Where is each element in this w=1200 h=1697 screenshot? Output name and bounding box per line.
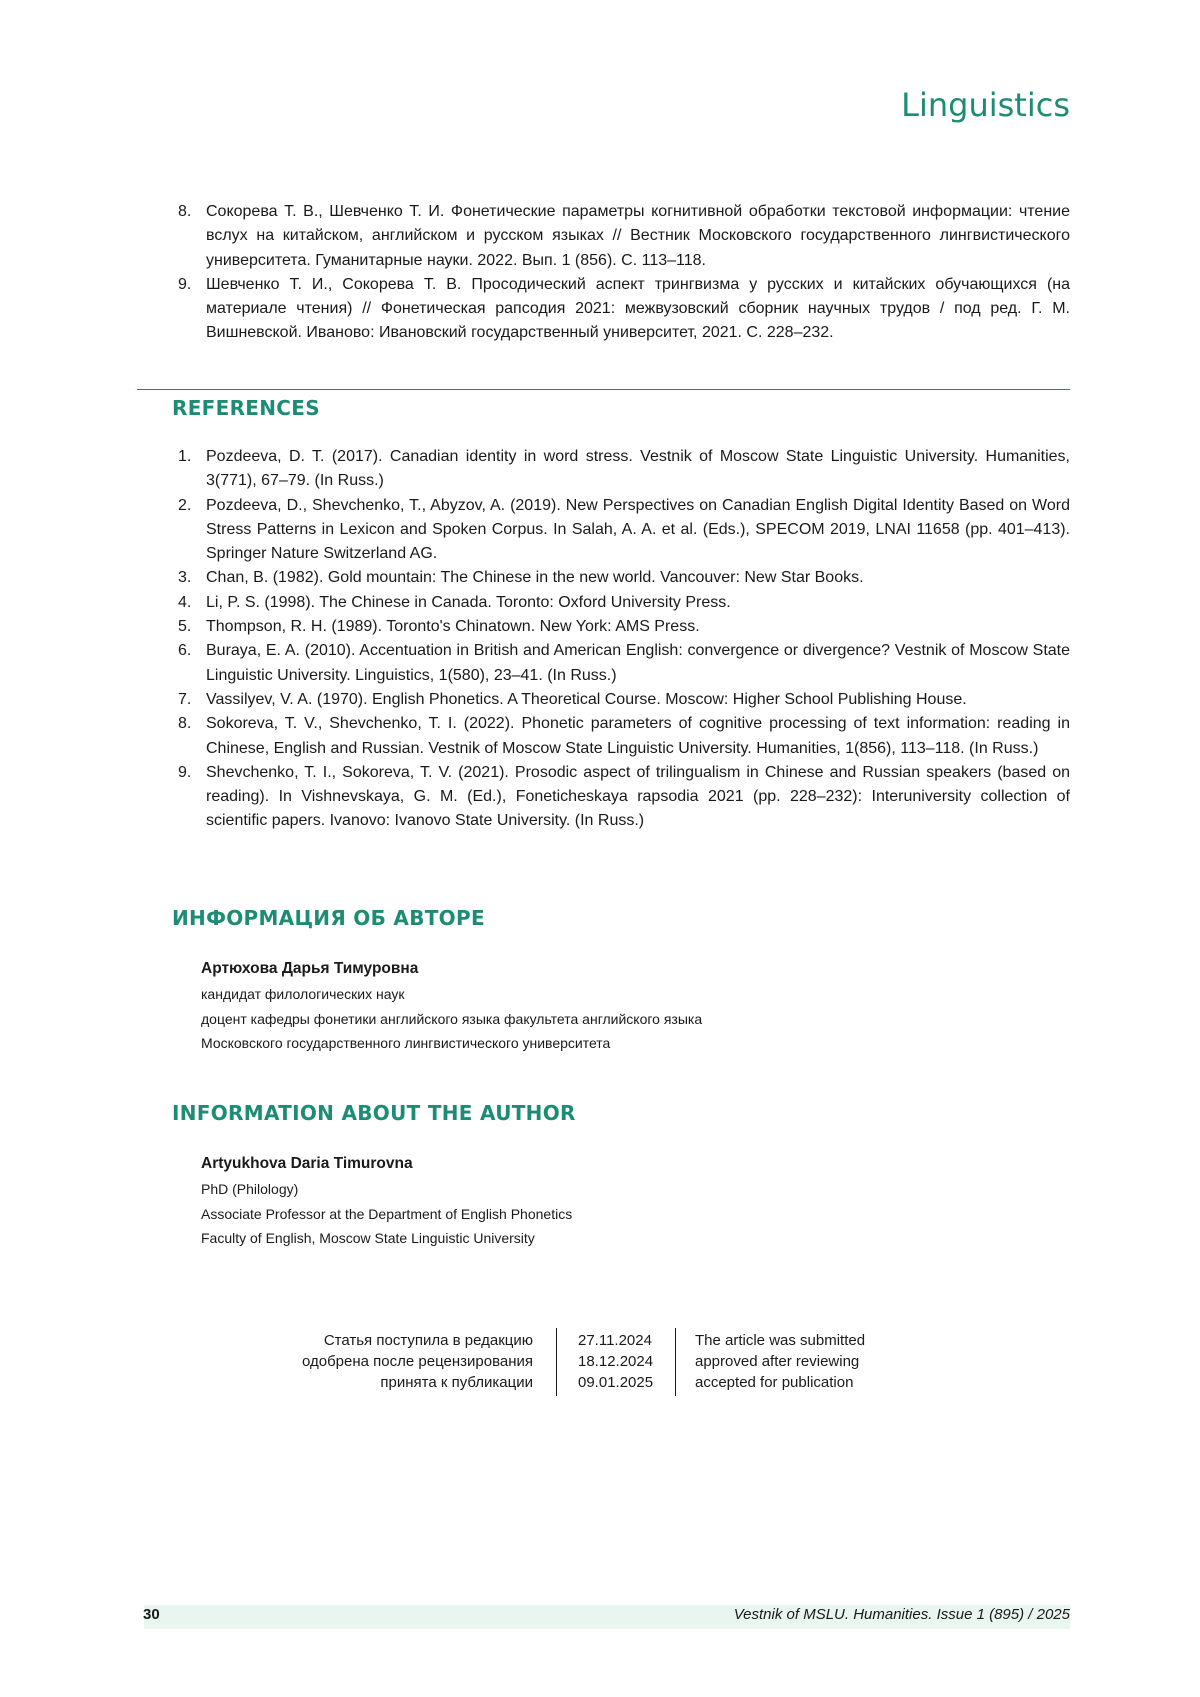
author-degree-ru: кандидат филологических наук bbox=[201, 982, 1001, 1007]
reference-number: 1. bbox=[178, 445, 191, 469]
author-degree-en: PhD (Philology) bbox=[201, 1177, 1001, 1202]
reference-text: Sokoreva, T. V., Shevchenko, T. I. (2022). Phonetic parameters of cognitive processing of text information: reading in Chinese, English and Russian. Vestnik of Moscow State Linguistic University. Humanities, 1(856), 113–118. (In Russ.) bbox=[206, 715, 1070, 756]
reference-number: 9. bbox=[178, 273, 191, 297]
reference-text: Шевченко Т. И., Сокорева Т. В. Просодический аспект трингвизма у русских и китайских обучающихся (на материале чтения) // Фонетическая рапсодия 2021: межвузовский сборник научных трудов / под ред. Г. М. Вишневской. Иваново: Ивановский государственный университет, 2021. С. 228–232. bbox=[206, 276, 1070, 342]
author-affiliation-en: Faculty of English, Moscow State Linguistic University bbox=[201, 1226, 1001, 1251]
date-label-en: accepted for publication bbox=[695, 1372, 865, 1393]
reference-number: 8. bbox=[178, 712, 191, 736]
dates-divider-right bbox=[675, 1328, 676, 1396]
section-title: Linguistics bbox=[901, 86, 1070, 124]
dates-en-labels bbox=[695, 1330, 865, 1393]
author-info-en-heading: INFORMATION ABOUT THE AUTHOR bbox=[172, 1101, 576, 1125]
reference-number: 2. bbox=[178, 494, 191, 518]
dates-values bbox=[578, 1330, 653, 1393]
reference-item bbox=[178, 273, 1070, 346]
reference-text: Vassilyev, V. A. (1970). English Phonetics. A Theoretical Course. Moscow: Higher School Publishing House. bbox=[206, 691, 967, 708]
author-position-en: Associate Professor at the Department of English Phonetics bbox=[201, 1202, 1001, 1227]
dates-divider-left bbox=[556, 1328, 557, 1396]
dates-ru-labels bbox=[302, 1330, 533, 1393]
russian-reference-list bbox=[178, 200, 1070, 346]
date-label-en: approved after reviewing bbox=[695, 1351, 865, 1372]
section-divider bbox=[137, 389, 1070, 390]
reference-item bbox=[178, 761, 1070, 834]
author-name-ru: Артюхова Дарья Тимуровна bbox=[201, 956, 1001, 982]
author-info-ru bbox=[201, 956, 1001, 1056]
reference-item bbox=[178, 712, 1070, 761]
reference-number: 6. bbox=[178, 639, 191, 663]
author-position-ru: доцент кафедры фонетики английского языка факультета английского языка bbox=[201, 1007, 1001, 1032]
reference-text: Chan, B. (1982). Gold mountain: The Chinese in the new world. Vancouver: New Star Books. bbox=[206, 569, 864, 586]
page-number: 30 bbox=[143, 1606, 160, 1623]
author-info-ru-heading: ИНФОРМАЦИЯ ОБ АВТОРЕ bbox=[172, 906, 485, 930]
date-value: 27.11.2024 bbox=[578, 1330, 653, 1351]
author-affiliation-ru: Московского государственного лингвистического университета bbox=[201, 1031, 1001, 1056]
reference-text: Buraya, E. A. (2010). Accentuation in British and American English: convergence or divergence? Vestnik of Moscow State Linguistic University. Linguistics, 1(580), 23–41. (In Russ.) bbox=[206, 642, 1070, 683]
reference-item bbox=[178, 591, 1070, 615]
reference-number: 8. bbox=[178, 200, 191, 224]
journal-citation: Vestnik of MSLU. Humanities. Issue 1 (895) / 2025 bbox=[734, 1606, 1070, 1623]
reference-text: Shevchenko, T. I., Sokoreva, T. V. (2021). Prosodic aspect of trilingualism in Chinese and Russian speakers (based on reading). In Vishnevskaya, G. M. (Ed.), Foneticheskaya rapsodia 2021 (pp. 228–232): Interuniversity collection of scientific papers. Ivanovo: Ivanovo State University. (In Russ.) bbox=[206, 764, 1070, 830]
date-label-ru: принята к публикации bbox=[302, 1372, 533, 1393]
author-name-en: Artyukhova Daria Timurovna bbox=[201, 1151, 1001, 1177]
references-heading: REFERENCES bbox=[172, 396, 320, 420]
reference-text: Сокорева Т. В., Шевченко Т. И. Фонетические параметры когнитивной обработки текстовой информации: чтение вслух на китайском, английском и русском языках // Вестник Московского государственного лингвистического университета. Гуманитарные науки. 2022. Вып. 1 (856). С. 113–118. bbox=[206, 203, 1070, 269]
date-label-en: The article was submitted bbox=[695, 1330, 865, 1351]
reference-item bbox=[178, 688, 1070, 712]
date-label-ru: одобрена после рецензирования bbox=[302, 1351, 533, 1372]
reference-number: 3. bbox=[178, 566, 191, 590]
reference-text: Pozdeeva, D., Shevchenko, T., Abyzov, A. (2019). New Perspectives on Canadian English Digital Identity Based on Word Stress Patterns in Lexicon and Spoken Corpus. In Salah, A. A. et al. (Eds.), SPECOM 2019, LNAI 11658 (pp. 401–413). Springer Nature Switzerland AG. bbox=[206, 497, 1070, 563]
date-value: 09.01.2025 bbox=[578, 1372, 653, 1393]
english-reference-list bbox=[178, 445, 1070, 834]
reference-text: Thompson, R. H. (1989). Toronto's Chinatown. New York: AMS Press. bbox=[206, 618, 700, 635]
reference-number: 5. bbox=[178, 615, 191, 639]
date-value: 18.12.2024 bbox=[578, 1351, 653, 1372]
reference-text: Pozdeeva, D. T. (2017). Canadian identity in word stress. Vestnik of Moscow State Linguistic University. Humanities, 3(771), 67–79. (In Russ.) bbox=[206, 448, 1070, 489]
reference-item bbox=[178, 566, 1070, 590]
author-info-en bbox=[201, 1151, 1001, 1251]
reference-number: 4. bbox=[178, 591, 191, 615]
reference-text: Li, P. S. (1998). The Chinese in Canada. Toronto: Oxford University Press. bbox=[206, 594, 731, 611]
reference-item bbox=[178, 445, 1070, 494]
reference-item bbox=[178, 200, 1070, 273]
reference-item bbox=[178, 639, 1070, 688]
reference-item bbox=[178, 615, 1070, 639]
reference-item bbox=[178, 494, 1070, 567]
reference-number: 7. bbox=[178, 688, 191, 712]
reference-number: 9. bbox=[178, 761, 191, 785]
date-label-ru: Статья поступила в редакцию bbox=[302, 1330, 533, 1351]
